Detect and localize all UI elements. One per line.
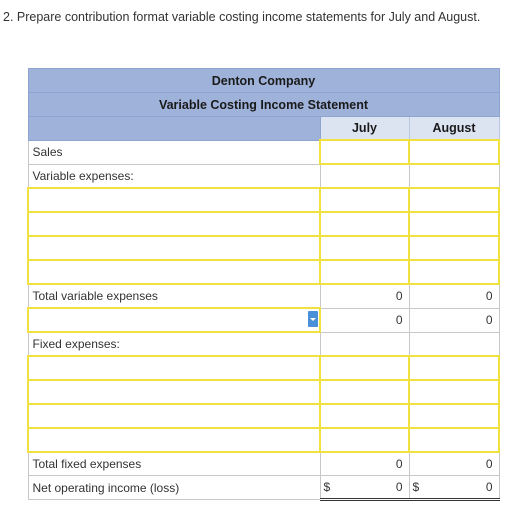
- row-sales: [28, 140, 499, 164]
- input-variable-july-2[interactable]: [320, 212, 409, 236]
- currency-sign: $: [323, 480, 331, 494]
- input-fixed-july-2[interactable]: [320, 380, 409, 404]
- net-income-august-cell: [409, 476, 499, 500]
- input-variable-july-4[interactable]: [320, 260, 409, 284]
- header-row-company: [28, 69, 499, 93]
- contribution-july: 0: [320, 308, 409, 332]
- input-variable-august-3[interactable]: [409, 236, 499, 260]
- total-variable-july: 0: [320, 284, 409, 308]
- input-variable-label-4[interactable]: [28, 260, 320, 284]
- row-fixed-input-3: [28, 404, 499, 428]
- input-variable-august-4[interactable]: [409, 260, 499, 284]
- net-income-july: 0: [395, 480, 403, 494]
- net-income-july-cell: [320, 476, 409, 500]
- row-variable-input-3: [28, 236, 499, 260]
- label-net-income: Net operating income (loss): [28, 476, 320, 500]
- input-fixed-august-1[interactable]: [409, 356, 499, 380]
- row-total-variable: [28, 284, 499, 308]
- total-fixed-august: 0: [409, 452, 499, 476]
- statement-title: Variable Costing Income Statement: [28, 93, 499, 117]
- cell-blank: [409, 164, 499, 188]
- row-variable-input-4: [28, 260, 499, 284]
- label-fixed-expenses: Fixed expenses:: [28, 332, 320, 356]
- row-variable-input-1: [28, 188, 499, 212]
- input-sales-august[interactable]: [409, 140, 499, 164]
- input-fixed-july-3[interactable]: [320, 404, 409, 428]
- input-variable-august-1[interactable]: [409, 188, 499, 212]
- label-total-fixed: Total fixed expenses: [28, 452, 320, 476]
- row-net-operating-income: [28, 476, 499, 500]
- input-fixed-label-1[interactable]: [28, 356, 320, 380]
- cell-blank: [320, 332, 409, 356]
- row-variable-input-2: [28, 212, 499, 236]
- input-fixed-august-4[interactable]: [409, 428, 499, 452]
- input-fixed-july-1[interactable]: [320, 356, 409, 380]
- input-fixed-label-2[interactable]: [28, 380, 320, 404]
- row-variable-expenses-heading: [28, 164, 499, 188]
- row-fixed-input-2: [28, 380, 499, 404]
- column-header-august: August: [409, 117, 499, 141]
- chevron-down-icon[interactable]: [308, 311, 318, 327]
- input-variable-label-2[interactable]: [28, 212, 320, 236]
- label-variable-expenses: Variable expenses:: [28, 164, 320, 188]
- cell-blank: [320, 164, 409, 188]
- input-fixed-label-4[interactable]: [28, 428, 320, 452]
- input-fixed-august-3[interactable]: [409, 404, 499, 428]
- contribution-label-dropdown[interactable]: [28, 308, 320, 332]
- currency-sign: $: [412, 480, 420, 494]
- question-text: 2. Prepare contribution format variable costing income statements for July and August.: [3, 10, 481, 24]
- input-variable-label-1[interactable]: [28, 188, 320, 212]
- company-name: Denton Company: [28, 69, 499, 93]
- column-header-row: [28, 117, 499, 141]
- label-sales: Sales: [28, 140, 320, 164]
- total-fixed-july: 0: [320, 452, 409, 476]
- income-statement-table: [27, 68, 500, 501]
- row-fixed-input-4: [28, 428, 499, 452]
- input-variable-august-2[interactable]: [409, 212, 499, 236]
- row-contribution: [28, 308, 499, 332]
- row-total-fixed: [28, 452, 499, 476]
- cell-blank: [409, 332, 499, 356]
- label-total-variable: Total variable expenses: [28, 284, 320, 308]
- column-header-blank: [28, 117, 320, 141]
- column-header-july: July: [320, 117, 409, 141]
- total-variable-august: 0: [409, 284, 499, 308]
- input-fixed-july-4[interactable]: [320, 428, 409, 452]
- input-sales-july[interactable]: [320, 140, 409, 164]
- row-fixed-input-1: [28, 356, 499, 380]
- input-variable-july-1[interactable]: [320, 188, 409, 212]
- input-fixed-august-2[interactable]: [409, 380, 499, 404]
- input-variable-july-3[interactable]: [320, 236, 409, 260]
- input-fixed-label-3[interactable]: [28, 404, 320, 428]
- header-row-title: [28, 93, 499, 117]
- row-fixed-expenses-heading: [28, 332, 499, 356]
- net-income-august: 0: [485, 480, 493, 494]
- input-variable-label-3[interactable]: [28, 236, 320, 260]
- contribution-august: 0: [409, 308, 499, 332]
